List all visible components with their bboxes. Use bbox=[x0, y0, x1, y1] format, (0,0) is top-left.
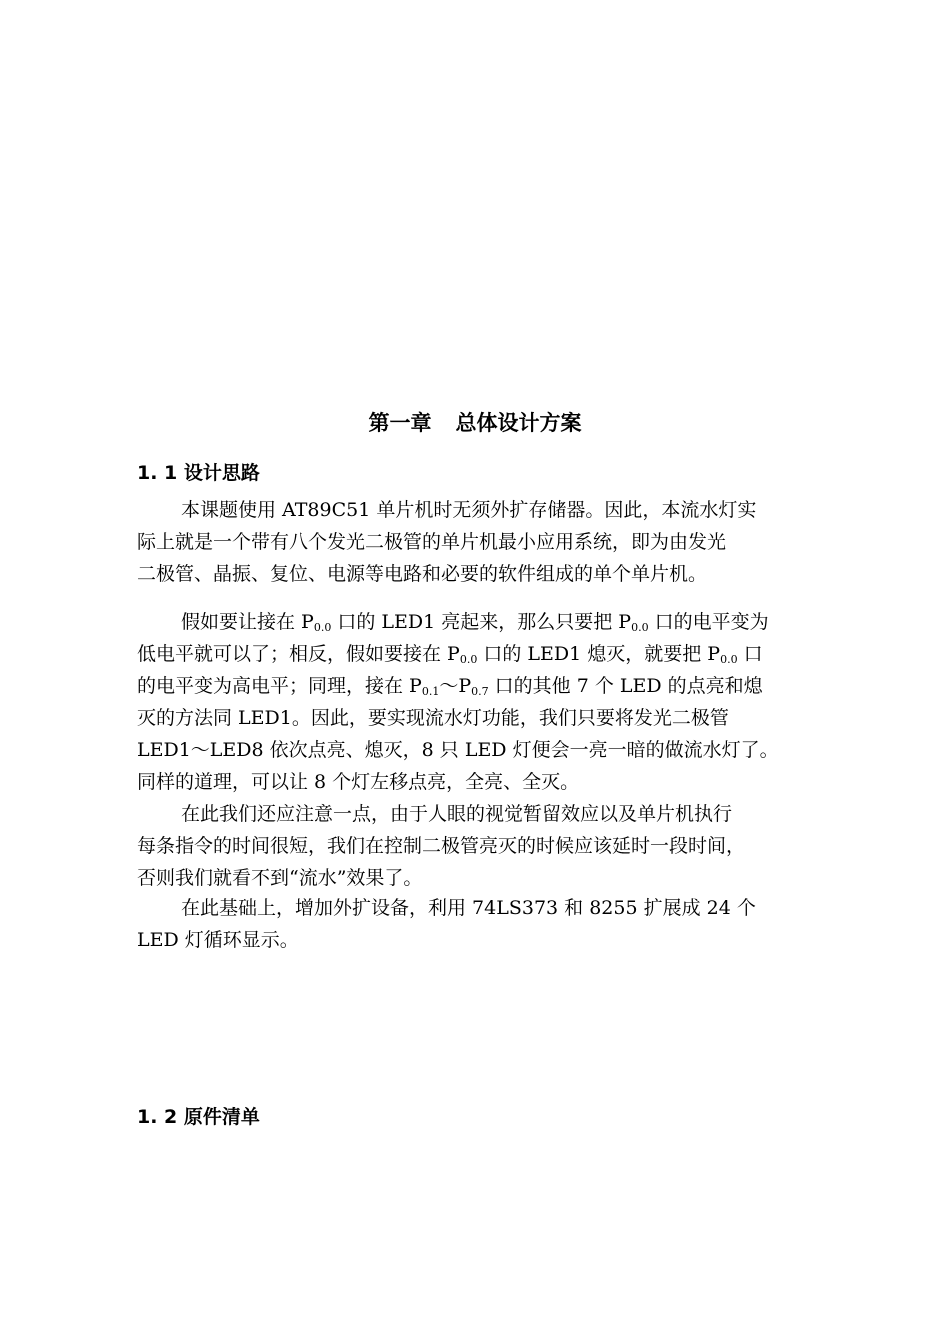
paragraph-line: 二极管、晶振、复位、电源等电路和必要的软件组成的单个单片机。 bbox=[137, 563, 708, 585]
paragraph-line: 在此我们还应注意一点，由于人眼的视觉暂留效应以及单片机执行 bbox=[181, 803, 733, 825]
paragraph-line: 灭的方法同 LED1。因此，要实现流水灯功能，我们只要将发光二极管 bbox=[137, 707, 729, 729]
section-heading-1-2: 1. 2 原件清单 bbox=[137, 1106, 260, 1128]
paragraph-line: 否则我们就看不到“流水”效果了。 bbox=[137, 867, 423, 889]
paragraph-line: 本课题使用 AT89C51 单片机时无须外扩存储器。因此，本流水灯实 bbox=[181, 499, 757, 521]
paragraph-line: LED1～LED8 依次点亮、熄灭，8 只 LED 灯便会一亮一暗的做流水灯了。 bbox=[137, 739, 779, 761]
paragraph-3 bbox=[137, 798, 849, 894]
paragraph-line: 同样的道理，可以让 8 个灯左移点亮，全亮、全灭。 bbox=[137, 771, 580, 793]
paragraph-line: LED 灯循环显示。 bbox=[137, 929, 299, 951]
paragraph-line: 低电平就可以了；相反，假如要接在 $P_{0.0}$ 口的 LED1 熄灭，就要把 $P_{0.0}$ 口 bbox=[137, 643, 763, 666]
paragraph-1 bbox=[137, 494, 849, 590]
paragraph-line: 际上就是一个带有八个发光二极管的单片机最小应用系统，即为由发光 bbox=[137, 531, 727, 553]
chapter-label: 第一章 bbox=[368, 411, 432, 435]
paragraph-4 bbox=[137, 892, 849, 956]
section-heading-1-1: 1. 1 设计思路 bbox=[137, 462, 260, 484]
chapter-title bbox=[0, 408, 950, 438]
paragraph-line: 假如要让接在 $P_{0.0}$ 口的 LED1 亮起来，那么只要把 $P_{0.0}$ 口的电平变为 bbox=[181, 611, 769, 634]
paragraph-line: 在此基础上，增加外扩设备，利用 74LS373 和 8255 扩展成 24 个 bbox=[181, 897, 756, 919]
chapter-name: 总体设计方案 bbox=[455, 411, 582, 435]
paragraph-line: 每条指令的时间很短，我们在控制二极管亮灭的时候应该延时一段时间， bbox=[137, 835, 746, 857]
paragraph-2 bbox=[137, 606, 849, 798]
paragraph-line: 的电平变为高电平；同理，接在 $P_{0.1}\sim P_{0.7}$ 口的其他 7 个 LED 的点亮和熄 bbox=[137, 675, 763, 698]
